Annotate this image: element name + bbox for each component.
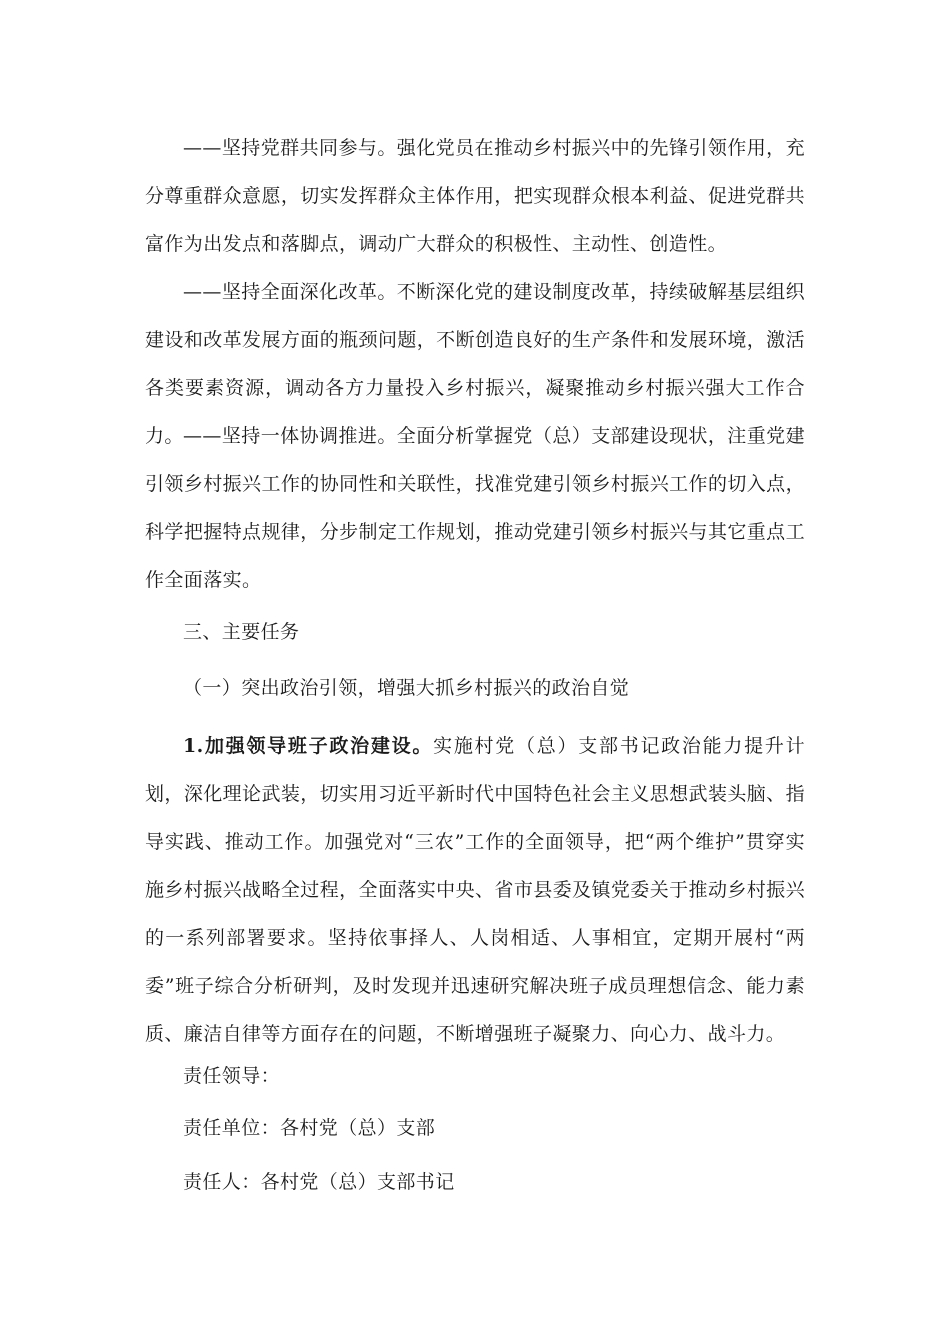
- responsibility-leader: 责任领导：: [183, 1065, 281, 1087]
- document-page: [145, 0, 805, 1344]
- paragraph-task-1: [145, 722, 805, 1058]
- subsection-heading-political-guidance: （一）突出政治引领，增强大抓乡村振兴的政治自觉: [183, 677, 630, 699]
- task-1-title: 1.加强领导班子政治建设。: [183, 735, 434, 757]
- section-heading-main-tasks: 三、主要任务: [183, 621, 300, 643]
- paragraph-party-mass-participation: ——坚持党群共同参与。强化党员在推动乡村振兴中的先锋引领作用，充分尊重群众意愿，切实发挥群众主体作用，把实现群众根本利益、促进党群共富作为出发点和落脚点，调动广大群众的积极性、主动性、创造性。: [145, 137, 805, 255]
- paragraph-deepen-reform: ——坚持全面深化改革。不断深化党的建设制度改革，持续破解基层组织建设和改革发展方面的瓶颈问题，不断创造良好的生产条件和发展环境，激活各类要素资源，调动各方力量投入乡村振兴，凝聚推动乡村振兴强大工作合力。: [145, 281, 805, 447]
- responsibility-unit: 责任单位：各村党（总）支部: [183, 1117, 436, 1139]
- task-1-body: 实施村党（总）支部书记政治能力提升计划，深化理论武装，切实用习近平新时代中国特色社会主义思想武装头脑、指导实践、推动工作。加强党对“三农”工作的全面领导，把“两个维护”贯穿实施乡村振兴战略全过程，全面落实中央、省市县委及镇党委关于推动乡村振兴的一系列部署要求。坚持依事择人、人岗相适、人事相宜，定期开展村“两委”班子综合分析研判，及时发现并迅速研究解决班子成员理想信念、能力素质、廉洁自律等方面存在的问题，不断增强班子凝聚力、向心力、战斗力。: [145, 735, 805, 1045]
- responsibility-person: 责任人：各村党（总）支部书记: [183, 1171, 455, 1193]
- paragraph-coordinated-advance: ——坚持一体协调推进。全面分析掌握党（总）支部建设现状，注重党建引领乡村振兴工作的协同性和关联性，找准党建引领乡村振兴工作的切入点，科学把握特点规律，分步制定工作规划，推动党建引领乡村振兴与其它重点工作全面落实。: [145, 425, 805, 591]
